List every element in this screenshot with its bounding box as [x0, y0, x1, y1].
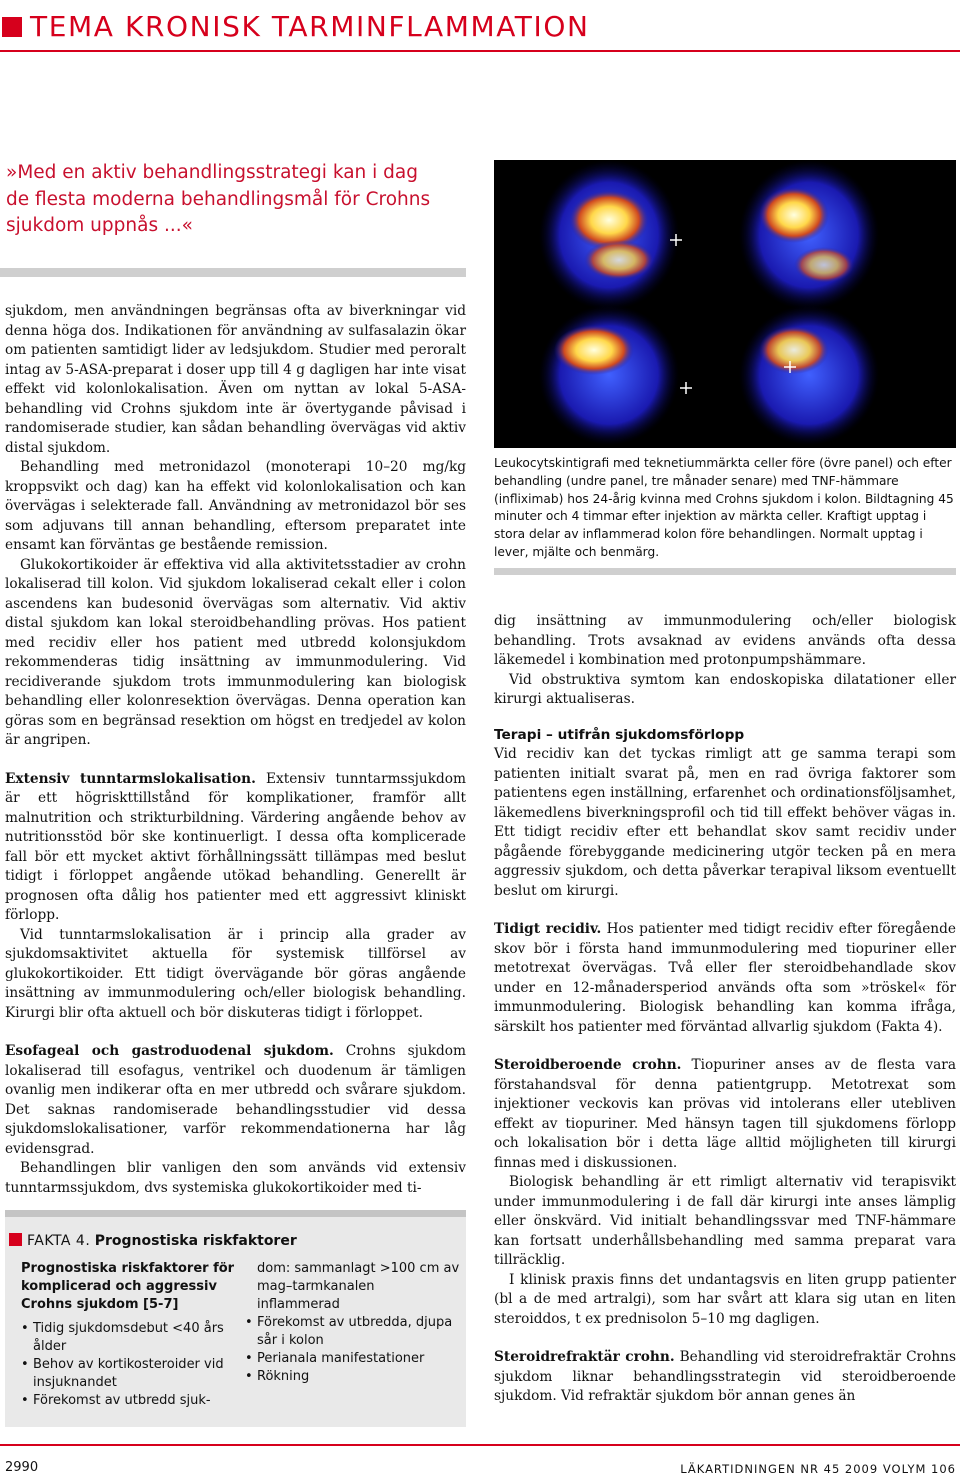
fakta-right-column	[245, 1260, 460, 1386]
fakta-label: FAKTA 4.	[27, 1233, 91, 1249]
paragraph: Vid recidiv kan det tyckas rimligt att ge samma terapi som patienten initialt svarat på, men en rad övriga faktorer som patientens egen inställning, erfarenhet och ordinationsföljsamhet, läkemedlens biverkningsprofil och tid till effekt behöver vägas in. Ett tidigt recidiv efter ett behandlat skov samt recidiv under pågående förebyggande medicinering utgör tecken på en mera aggressiv sjukdom, och detta påverkar terapival liksom eventuellt beslut om kirurgi.	[494, 746, 956, 899]
paragraph: I klinisk praxis finns det undantagsvis en liten grupp patienter (bl a de med artralgi), som har svårt att klara sig utan en liten steroiddos, t ex prednisolon 5–10 mg dagligen.	[494, 1271, 956, 1327]
scintigraphy-image-graphic	[494, 160, 956, 448]
section-esofageal	[5, 1042, 466, 1159]
list-item: • Perianala manifestationer	[245, 1350, 460, 1368]
right-column	[494, 612, 956, 1407]
paragraph: Behandling med metronidazol (monoterapi 10–20 mg/kg kroppsvikt och dag) kan ha effekt vid kolonlokalisation och kan övervägas i selekterade fall. Användning av metronidazol bör ses som adjuvans till annan behandling, eftersom preparatet inte ensamt kan förväntas ge bestående remission.	[5, 459, 466, 553]
paragraph: Vid tunntarmslokalisation är i princip alla grader av sjukdomsaktivitet aktuella för systemisk tillförsel av glukokortikoider. Ett tidigt övervägande bör göras angående insättning av immunmodulering och/eller biologisk behandling. Kirurgi blir ofta aktuell och bör diskuteras tidigt i förloppet.	[5, 926, 466, 1021]
header-rule	[0, 50, 960, 52]
page-number: 2990	[5, 1460, 39, 1475]
paragraph: Vid obstruktiva symtom kan endoskopiska dilatationer eller kirurgi aktualiseras.	[494, 671, 956, 707]
red-square-icon	[2, 17, 22, 37]
left-column	[5, 302, 466, 1198]
section-tidigt-recidiv	[494, 920, 956, 1037]
fakta-left-column	[21, 1260, 236, 1410]
fakta-title: Prognostiska riskfaktorer	[94, 1233, 297, 1249]
section-steroidberoende	[494, 1056, 956, 1173]
footer-rule	[0, 1444, 960, 1446]
list-item: • Förekomst av utbredd sjuk-	[21, 1392, 236, 1410]
list-item: • Rökning	[245, 1368, 460, 1386]
section-text: Behandling vid steroidrefraktär Crohns sjukdom liknar behandlingsstrategin vid steroidberoende sjukdom. Vid refraktär sjukdom bör annan genes än	[494, 1349, 956, 1404]
section-title: TEMA KRONISK TARMINFLAMMATION	[30, 10, 590, 43]
list-item: • Förekomst av utbredda, djupa sår i kolon	[245, 1314, 460, 1350]
pull-quote: »Med en aktiv behandlingsstrategi kan i dag de flesta moderna behandlingsmål för Crohns sjukdom uppnås ...«	[6, 162, 431, 236]
fakta-box	[5, 1210, 466, 1427]
list-item-continued: dom: sammanlagt >100 cm av mag–tarmkanalen inflammerad	[257, 1261, 460, 1312]
section-heading: Terapi – utifrån sjukdomsförlopp	[494, 726, 745, 743]
section-lead: Steroidrefraktär crohn.	[494, 1349, 675, 1365]
fakta-heading	[9, 1233, 297, 1249]
pull-quote-rule	[0, 268, 466, 277]
fakta-subtitle: Prognostiska riskfaktorer för komplicerad och aggressiv Crohns sjukdom [5-7]	[21, 1261, 235, 1312]
page-header	[0, 8, 960, 48]
section-lead: Extensiv tunntarmslokalisation.	[5, 770, 256, 787]
paragraph: sjukdom, men användningen begränsas ofta av biverkningar vid denna höga dos. Indikationen för användning av sulfasalazin ökar om patienten samtidigt lider av ledsjukdom. Studier med peroralt intag av 5-ASA-preparat i doser upp till 4 g dagligen har inte visat effekt vid kolonlokalisation. Även om nyttan av lokal 5-ASA-behandling vid Crohns sjukdom inte är övertygande påvisad i randomiserade studier, kan sådan behandling övervägas vid aktiv distal sjukdom.	[5, 303, 466, 456]
section-text: Extensiv tunntarmssjukdom är ett högriskttillstånd för komplikationer, framför allt malnutrition och strikturbildning. Värdering angående behov av nutritionsstöd bör ske kontinuerligt. I dessa ofta komplicerade fall bör ett mycket aktivt förhållningssätt tillämpas med beslut tidigt i förloppet angående utökad behandling. Generellt är prognosen ofta dålig hos patienter med ett aggressivt kliniskt förlopp.	[5, 770, 466, 923]
list-item: • Behov av kortikosteroider vid insjuknandet	[21, 1356, 236, 1392]
section-text: Hos patienter med tidigt recidiv efter föregående skov bör i första hand immunmodulering med tiopuriner eller metotrexat övervägas. Två eller fler steroidbehandlade skov under en 12-månadersperiod används ofta som »tröskel« för immunmodulering. Biologisk behandling kan komma ifråga, särskilt hos patienter med förväntad allvarlig sjukdom (Fakta 4).	[494, 921, 956, 1035]
journal-name: LÄKARTIDNINGEN NR 45 2009 VOLYM 106	[680, 1462, 956, 1476]
figure-caption: Leukocytskintigrafi med teknetiummärkta celler före (övre panel) och efter behandling (undre panel, tre månader senare) med TNF-hämmare (infliximab) hos 24-årig kvinna med Crohns sjukdom i kolon. Bildtagning 45 minuter och 4 timmar efter injektion av märkta celler. Kraftigt upptag i stora delar av inflammerad kolon före behandlingen. Normalt upptag i lever, mjälte och benmärg.	[494, 456, 954, 559]
paragraph: Glukokortikoider är effektiva vid alla aktivitetsstadier av crohn lokaliserad till kolon. Vid sjukdom lokaliserad cekalt eller i colon ascendens kan budesonid övervägas som alternativ. Vid aktiv distal sjukdom kan lokal steroidbehandling prövas. Hos patient med recidiv eller hos patient med utbredd kolonsjukdom rekommenderas tidig insättning av immunmodulering. Vid recidiverande sjukdom trots immunmodulering kan biologisk behandling eller kolonresektion övervägas. Denna operation kan göras som en begränsad resektion om högst en tredjedel av kolon är angripen.	[5, 556, 466, 748]
section-text: Crohns sjukdom lokaliserad till esofagus, ventrikel och duodenum är tämligen ovanlig men indikerar ofta en mer utbredd och svårare sjukdom. Det saknas randomiserade behandlingsstudier vid dessa sjukdomslokalisationer, varför rekommendationerna har låg evidensgrad.	[5, 1043, 466, 1157]
paragraph: Biologisk behandling är ett rimligt alternativ vid terapisvikt under immunmodulering i de fall där kirurgi inte anses lämplig eller önskvärd. Vid initialt behandlingssvar med TNF-hämmare kan fortsatt underhållsbehandling med samma preparat vara tillräcklig.	[494, 1174, 956, 1268]
section-text: Tiopuriner anses av de flesta vara förstahandsval för denna patientgrupp. Metotrexat som injektioner veckovis kan prövas vid intolerans eller utebliven effekt av tiopuriner. Med hänsyn tagen till sjukdomens förlopp och lokalisation bör i detta läge alltid möjligheten till kirurgi finnas med i diskussionen.	[494, 1057, 956, 1171]
paragraph: dig insättning av immunmodulering och/eller biologisk behandling. Trots avsaknad av evidens används ofta dessa läkemedel i kombination med protonpumpshämmare.	[494, 613, 956, 668]
paragraph: Behandlingen blir vanligen den som används vid extensiv tunntarmssjukdom, dvs systemiska glukokortikoider med ti-	[5, 1160, 466, 1196]
section-lead: Tidigt recidiv.	[494, 921, 602, 937]
scintigraphy-image	[494, 160, 956, 448]
section-lead: Esofageal och gastroduodenal sjukdom.	[5, 1043, 334, 1059]
caption-rule	[494, 568, 956, 575]
section-lead: Steroidberoende crohn.	[494, 1057, 682, 1073]
list-item: • Tidig sjukdomsdebut <40 års ålder	[21, 1320, 236, 1356]
section-extensiv	[5, 770, 466, 926]
section-steroidrefraktar	[494, 1348, 956, 1407]
red-square-icon	[9, 1233, 22, 1246]
